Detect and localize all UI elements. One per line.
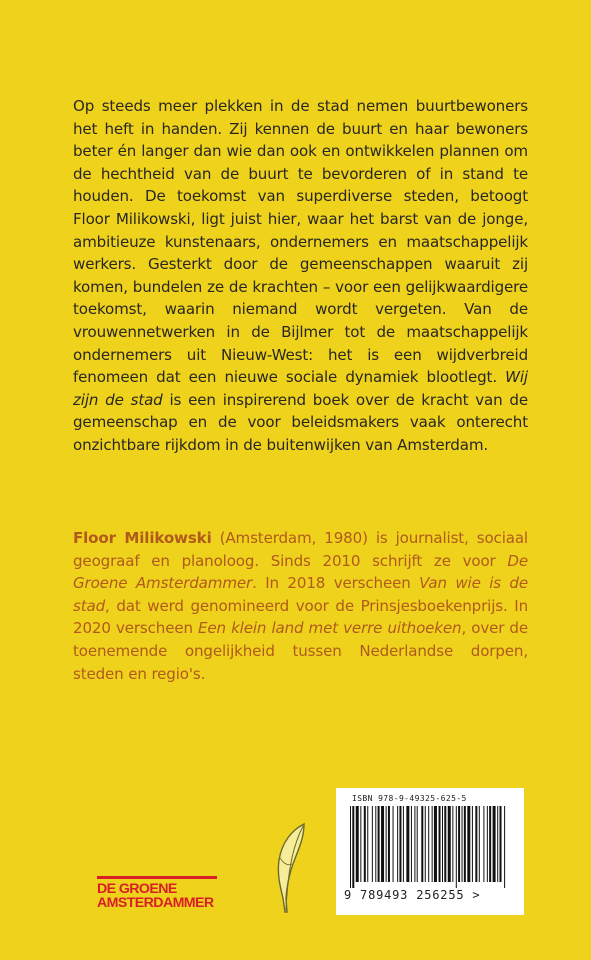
barcode-bar — [386, 806, 387, 882]
blurb-text — [73, 95, 528, 457]
barcode-bar — [397, 806, 398, 882]
author-bio — [73, 527, 528, 685]
barcode-bar — [462, 806, 463, 882]
barcode-bar — [479, 806, 480, 882]
barcode-bars — [350, 806, 510, 888]
barcode-bar — [439, 806, 441, 882]
barcode-bar — [500, 806, 502, 882]
logo-line-2: AMSTERDAMMER — [97, 895, 214, 911]
barcode-bar — [393, 806, 394, 882]
barcode-bar — [487, 806, 488, 882]
barcode-bar — [406, 806, 409, 882]
book-title-italic: Wij zijn de stad — [73, 368, 528, 409]
barcode-bar — [472, 806, 473, 882]
barcode-bar — [475, 806, 477, 882]
barcode-bar — [421, 806, 423, 882]
barcode-bar — [504, 806, 505, 888]
logo-line-1: DE GROENE — [97, 881, 177, 897]
bio-italic-3: Een klein land met verre uithoeken — [198, 619, 462, 638]
bio-italic-1: De Groene Amsterdammer — [73, 551, 528, 593]
bio-text-4: , over de toenemende ongelijkheid tussen Nederlandse dorpen, steden en regio's. — [73, 619, 528, 683]
barcode-bar — [442, 806, 443, 882]
barcode-bar — [388, 806, 390, 882]
blurb-paragraph — [73, 95, 528, 457]
publisher-logo — [97, 876, 217, 910]
barcode-digits: 9 789493 256255 > — [344, 888, 481, 902]
barcode-bar — [352, 806, 354, 888]
barcode-bar — [411, 806, 412, 882]
barcode-bar — [464, 806, 466, 882]
logo-rule — [97, 876, 217, 879]
author-name: Floor Milikowski — [73, 529, 212, 547]
barcode-bar — [367, 806, 368, 882]
barcode-bar — [448, 806, 451, 882]
bio-text-1: (Amsterdam, 1980) is journalist, sociaal geograaf en planoloog. Sinds 2010 schrijft ze voor — [73, 529, 528, 570]
barcode-bar — [452, 806, 453, 882]
barcode-bar — [414, 806, 415, 882]
barcode-bar — [497, 806, 498, 882]
barcode-bar — [403, 806, 404, 882]
barcode-bar — [456, 806, 457, 888]
barcode-bar — [444, 806, 446, 882]
barcode-bar — [489, 806, 491, 882]
barcode-bar — [375, 806, 376, 882]
quill-feather-svg — [270, 820, 310, 916]
blurb-main: Op steeds meer plekken in de stad nemen buurtbewoners het heft in handen. Zij kennen de buurt en haar bewoners beter én langer dan wie dan ook en ontwikkelen plannen om de hechtheid van de buurt te bevorderen of in stand te houden. De toekomst van superdiverse steden, betoogt Floor Milikowski, ligt juist hier, waar het barst van de jonge, ambitieuze kunstenaars, ondernemers en maatschappelijk werkers. Gesterkt door de gemeenschappen waaruit zij komen, bundelen ze de krachten – voor een gelijkwaardigere toekomst, waarin niemand wordt vergeten. Van de vrouwennetwerken in de Bijlmer tot de maatschappelijk ondernemers uit Nieuw-West: het is een wijdverbreid fenomeen dat een nieuwe sociale dynamiek blootlegt. — [73, 97, 528, 387]
barcode-bar — [399, 806, 401, 882]
barcode-bar — [458, 806, 460, 882]
isbn-label: ISBN 978-9-49325-625-5 — [352, 794, 467, 803]
bio-paragraph — [73, 527, 528, 685]
isbn-barcode — [336, 788, 524, 915]
barcode-bar — [432, 806, 433, 882]
barcode-bar — [350, 806, 351, 888]
barcode-bar — [428, 806, 429, 882]
blurb-closing: is een inspirerend boek over de kracht van de gemeenschap en de voor beleidsmakers vaak onterecht onzichtbare rijkdom in de buitenwijken van Amsterdam. — [73, 390, 529, 454]
barcode-bar — [356, 806, 359, 882]
barcode-bar — [417, 806, 418, 882]
barcode-bar — [381, 806, 384, 882]
bio-text-2: . In 2018 verscheen — [252, 574, 420, 593]
barcode-bar — [360, 806, 361, 882]
barcode-bar — [364, 806, 366, 882]
bio-text-3: , dat werd genomineerd voor de Prinsjesboekenprijs. In 2020 verscheen — [73, 596, 528, 638]
barcode-bar — [483, 806, 484, 882]
bio-italic-2: Van wie is de stad — [73, 574, 528, 615]
barcode-bar — [378, 806, 380, 882]
barcode-bar — [467, 806, 470, 882]
quill-feather-icon — [270, 820, 310, 920]
barcode-bar — [372, 806, 373, 882]
barcode-bar — [434, 806, 437, 882]
barcode-bar — [425, 806, 426, 882]
barcode-bar — [493, 806, 496, 882]
